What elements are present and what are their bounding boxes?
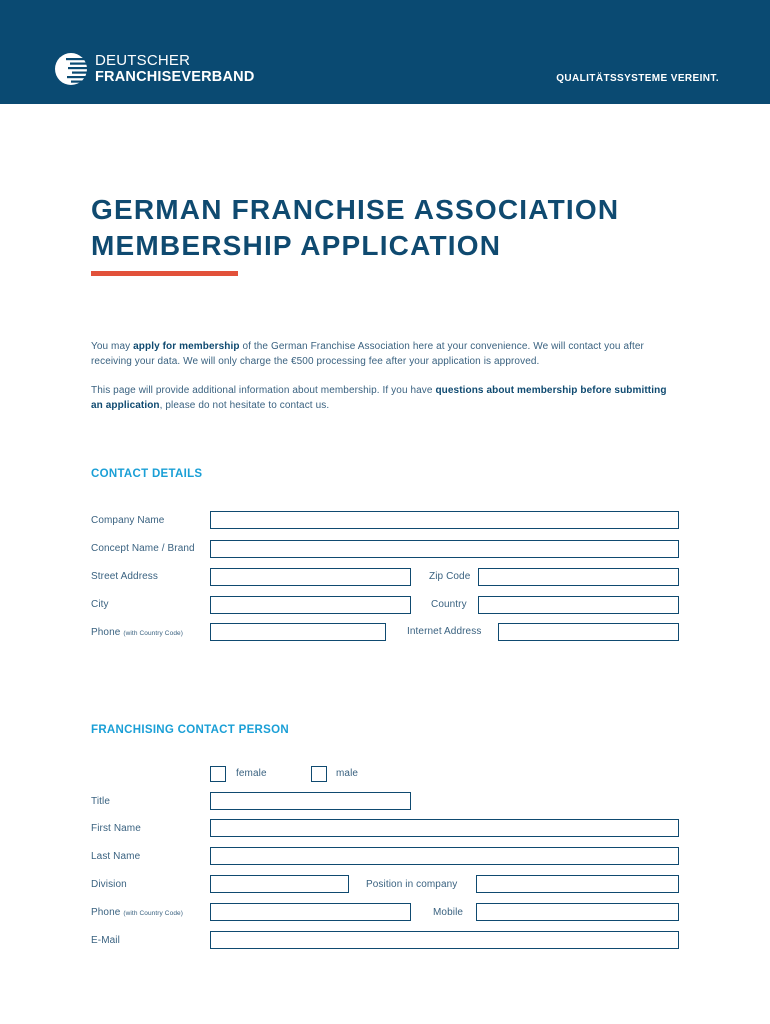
label-position: Position in company (366, 879, 458, 890)
label-zip-code: Zip Code (429, 571, 471, 582)
label-city: City (91, 599, 109, 610)
label-email: E-Mail (91, 935, 120, 946)
label-title: Title (91, 796, 111, 807)
intro-paragraph-2: This page will provide additional information about membership. If you have questions about membership before submitting an application, please do not hesitate to contact us. (91, 385, 667, 411)
label-last-name: Last Name (91, 851, 141, 862)
tagline: QUALITÄTSSYSTEME VEREINT. (556, 73, 719, 84)
zip-code-field[interactable] (478, 568, 679, 586)
position-field[interactable] (476, 875, 679, 893)
intro-paragraph-1: You may apply for membership of the German Franchise Association here at your convenience. We will contact you after receiving your data. We will only charge the €500 processing fee after your application is approved. (91, 341, 644, 367)
label-phone: Phone (with Country Code) (91, 627, 184, 638)
label-division: Division (91, 879, 127, 890)
label-male: male (336, 768, 359, 779)
concept-name-field[interactable] (210, 540, 679, 558)
logo-globe-icon (54, 52, 90, 86)
city-field[interactable] (210, 596, 411, 614)
person-phone-field[interactable] (210, 903, 411, 921)
page-title (91, 192, 619, 264)
female-checkbox[interactable] (210, 766, 226, 782)
section-franchising-contact: FRANCHISING CONTACT PERSON (91, 724, 289, 736)
email-field[interactable] (210, 931, 679, 949)
label-female: female (236, 768, 267, 779)
title-field[interactable] (210, 792, 411, 810)
phone-note: (with Country Code) (123, 630, 184, 637)
internet-address-field[interactable] (498, 623, 679, 641)
division-field[interactable] (210, 875, 349, 893)
label-mobile: Mobile (433, 907, 464, 918)
label-concept-name: Concept Name / Brand (91, 543, 195, 554)
logo-line-2: FRANCHISEVERBAND (95, 69, 255, 85)
label-country: Country (431, 599, 467, 610)
intro-text (91, 339, 671, 427)
label-person-phone: Phone (with Country Code) (91, 907, 184, 918)
country-field[interactable] (478, 596, 679, 614)
male-checkbox[interactable] (311, 766, 327, 782)
label-company-name: Company Name (91, 515, 165, 526)
person-phone-note: (with Country Code) (123, 910, 184, 917)
header-banner (0, 0, 770, 104)
title-line-2: MEMBERSHIP APPLICATION (91, 230, 502, 261)
mobile-field[interactable] (476, 903, 679, 921)
label-street-address: Street Address (91, 571, 158, 582)
phone-field[interactable] (210, 623, 386, 641)
first-name-field[interactable] (210, 819, 679, 837)
company-name-field[interactable] (210, 511, 679, 529)
label-first-name: First Name (91, 823, 141, 834)
last-name-field[interactable] (210, 847, 679, 865)
title-underline (91, 271, 238, 276)
street-address-field[interactable] (210, 568, 411, 586)
logo-line-1: DEUTSCHER (95, 52, 191, 69)
section-contact-details: CONTACT DETAILS (91, 468, 203, 480)
label-internet-address: Internet Address (407, 626, 482, 637)
title-line-1: GERMAN FRANCHISE ASSOCIATION (91, 194, 620, 225)
logo-wordmark (95, 53, 255, 85)
